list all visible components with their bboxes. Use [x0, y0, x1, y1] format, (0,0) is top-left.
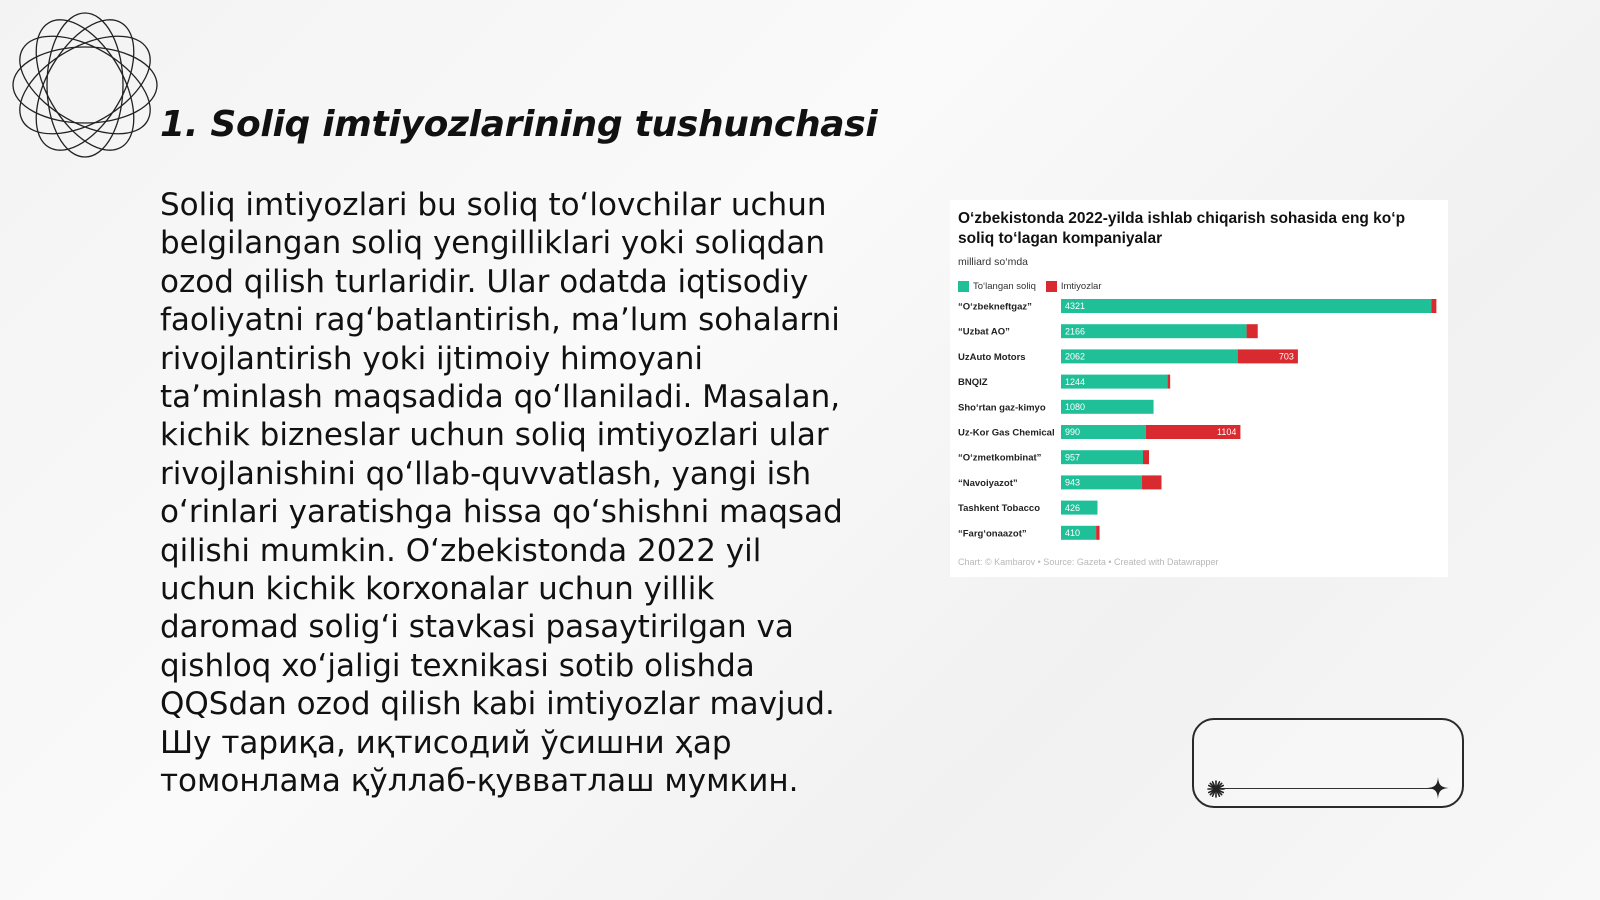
geometric-circles-icon	[10, 10, 160, 160]
data-label-paid: 990	[1065, 427, 1081, 438]
category-label: BNQIZ	[958, 377, 988, 389]
data-label-benefits: 703	[1278, 351, 1294, 362]
chart-source: Chart: © Kambarov • Source: Gazeta • Created with Datawrapper	[958, 557, 1219, 567]
sun-icon	[1206, 779, 1226, 799]
category-label: Sho‘rtan gaz-kimyo	[958, 402, 1046, 414]
data-label-paid: 957	[1065, 452, 1081, 463]
data-label-paid: 4321	[1065, 301, 1086, 312]
chart-legend	[958, 279, 1102, 293]
logo-rings	[10, 10, 160, 160]
data-label-paid: 943	[1065, 477, 1081, 488]
data-label-paid: 410	[1065, 528, 1081, 538]
bar-segment-paid	[1061, 324, 1247, 338]
bar-segment-paid	[1061, 299, 1431, 313]
bar-chart	[950, 295, 1448, 550]
category-label: “Farg‘onaazot”	[958, 528, 1027, 540]
data-label-paid: 1080	[1065, 402, 1086, 412]
timeline-line	[1216, 788, 1442, 789]
bar-segment-paid	[1061, 349, 1238, 363]
legend-swatch-benefits	[1046, 281, 1057, 292]
category-label: Tashkent Tobacco	[958, 503, 1040, 515]
category-label: “O‘zmetkombinat”	[958, 452, 1042, 464]
chart-title: O‘zbekistonda 2022-yilda ishlab chiqarish sohasida eng ko‘p soliq to‘lagan kompaniyalar	[958, 210, 1406, 247]
bar-segment-benefits	[1142, 475, 1162, 489]
bar-segment-benefits	[1143, 450, 1149, 464]
legend-label-paid: To‘langan soliq	[973, 280, 1036, 292]
bar-segment-benefits	[1096, 526, 1099, 540]
bar-segment-benefits	[1168, 375, 1171, 389]
chart-subtitle: milliard so‘mda	[958, 256, 1029, 268]
legend-item-paid	[958, 281, 1036, 292]
category-label: “O‘zbekneftgaz”	[958, 301, 1032, 313]
bar-segment-benefits	[1431, 299, 1436, 313]
sparkle-icon	[1426, 776, 1450, 800]
data-label-paid: 2166	[1065, 326, 1086, 337]
data-label-paid: 1244	[1065, 376, 1086, 387]
bar-segment-benefits	[1247, 324, 1258, 338]
category-label: UzAuto Motors	[958, 351, 1026, 363]
category-label: “Uzbat AO”	[958, 326, 1010, 338]
legend-label-benefits: Imtiyozlar	[1060, 280, 1102, 292]
slide-title: 1. Soliq imtiyozlarining tushunchasi	[160, 104, 878, 145]
legend-swatch-paid	[958, 281, 969, 292]
category-label: Uz-Kor Gas Chemical	[958, 427, 1055, 439]
data-label-paid: 426	[1065, 502, 1081, 513]
legend-item-benefits	[1046, 281, 1102, 292]
data-label-paid: 2062	[1065, 351, 1086, 362]
timeline-box	[1192, 718, 1464, 808]
slide-body-text: Soliq imtiyozlari bu soliq to‘lovchilar uchun belgilangan soliq yengilliklari yoki soliqdan ozod qilish turlaridir. Ular odatda iqtisodiy faoliyatni rag‘batlantirish, ma’lum sohalarni rivojlantirish yoki ijtimoiy himoyani ta’minlash maqsadida qo‘llaniladi. Masalan, kichik bizneslar uchun soliq imtiyozlari ular rivojlanishini qo‘llab-quvvatlash, yangi ish o‘rinlari yaratishga hissa qo‘shishni maqsad qilishi mumkin. O‘zbekistonda 2022 yil uchun kichik korxonalar uchun yillik daromad solig‘i stavkasi pasaytirilgan va qishloq xo‘jaligi texnikasi sotib olishda QQSdan ozod qilish kabi imtiyozlar mavjud. Шу тариқа, иқтисодий ўсишни ҳар томонлама қўллаб-қувватлаш мумкин.	[160, 187, 843, 800]
data-label-benefits: 1104	[1217, 427, 1237, 438]
category-label: “Navoiyazot”	[958, 477, 1018, 489]
chart-card	[950, 200, 1448, 577]
